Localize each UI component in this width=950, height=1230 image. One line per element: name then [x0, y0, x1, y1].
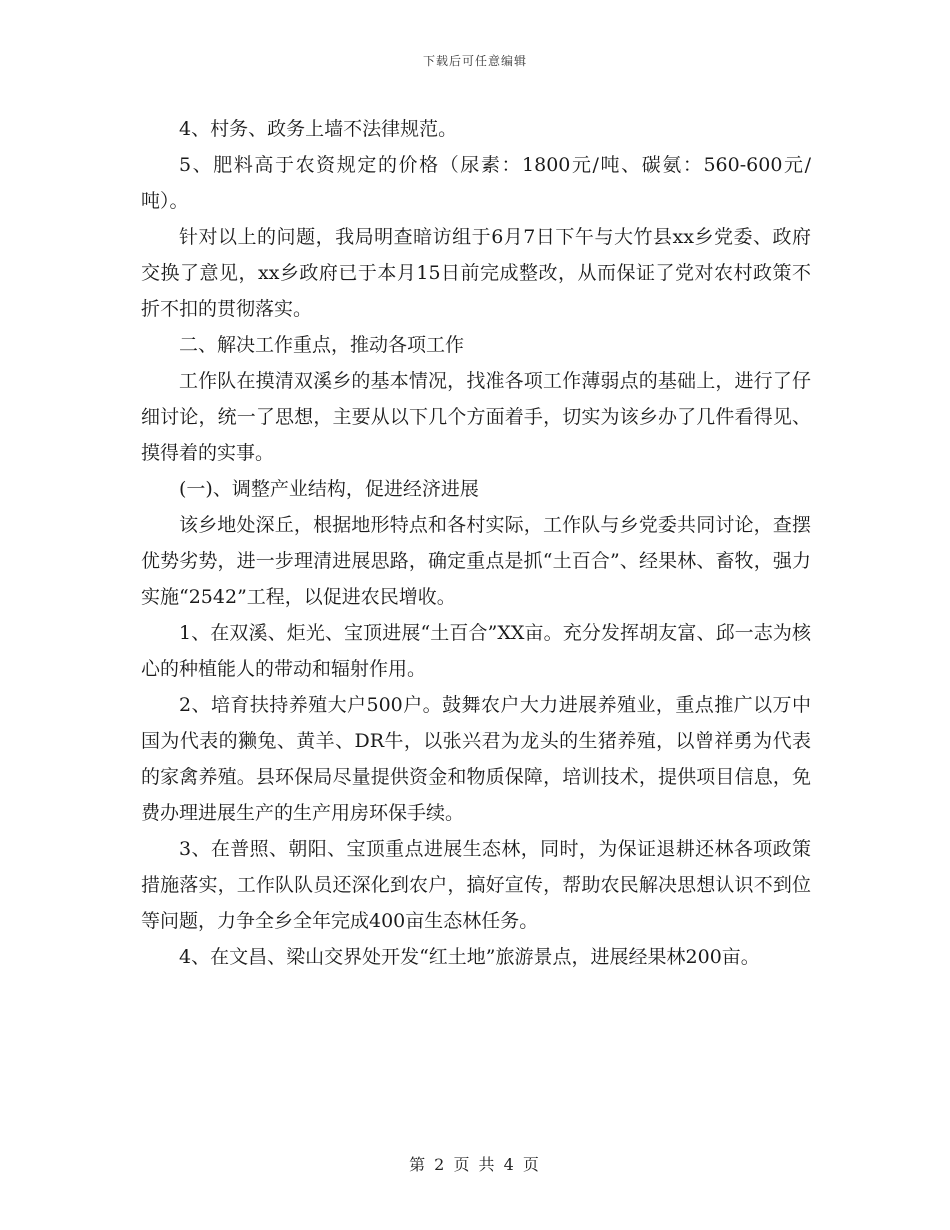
paragraph-item-4: 4、村务、政务上墙不法律规范。: [179, 118, 458, 140]
list-item-1: 1、在双溪、炬光、宝顶进展“土百合”XX亩。充分发挥胡友富、邱一志为核心的种植能人的带动和辐射作用。: [141, 622, 811, 680]
list-item-4: 4、在文昌、梁山交界处开发“红土地”旅游景点，进展经果林200亩。: [179, 946, 760, 968]
paragraph-industry: 该乡地处深丘，根据地形特点和各村实际，工作队与乡党委共同讨论，查摆优势劣势，进一步理清进展思路，确定重点是抓“土百合”、经果林、畜牧，强力实施“2542”工程，以促进农民增收。: [141, 514, 811, 608]
page-footer: 第 2 页 共 4 页: [409, 1155, 541, 1174]
section-heading-2: 二、解决工作重点，推动各项工作: [179, 334, 465, 356]
list-item-3: 3、在普照、朝阳、宝顶重点进展生态林，同时，为保证退耕还林各项政策措施落实，工作队队员还深化到农户，搞好宣传，帮助农民解决思想认识不到位等问题，力争全乡全年完成400亩生态林任务。: [141, 838, 811, 932]
paragraph-work-team: 工作队在摸清双溪乡的基本情况，找准各项工作薄弱点的基础上，进行了仔细讨论，统一了思想，主要从以下几个方面着手，切实为该乡办了几件看得见、摸得着的实事。: [141, 370, 811, 464]
subsection-heading-1: (一)、调整产业结构，促进经济进展: [179, 478, 479, 500]
list-item-2: 2、培育扶持养殖大户500户。鼓舞农户大力进展养殖业，重点推广以万中国为代表的獭兔、黄羊、DR牛，以张兴君为龙头的生猪养殖，以曾祥勇为代表的家禽养殖。县环保局尽量提供资金和物质保障，培训技术，提供项目信息，免费办理进展生产的生产用房环保手续。: [141, 694, 811, 824]
paragraph-item-5: 5、肥料高于农资规定的价格（尿素：1800元/吨、碳氨：560-600元/吨）。: [141, 154, 811, 212]
paragraph-rectification: 针对以上的问题，我局明查暗访组于6月7日下午与大竹县xx乡党委、政府交换了意见，xx乡政府已于本月15日前完成整改，从而保证了党对农村政策不折不扣的贯彻落实。: [141, 226, 811, 320]
document-body: [141, 111, 811, 975]
page-header: 下载后可任意编辑: [422, 54, 527, 68]
